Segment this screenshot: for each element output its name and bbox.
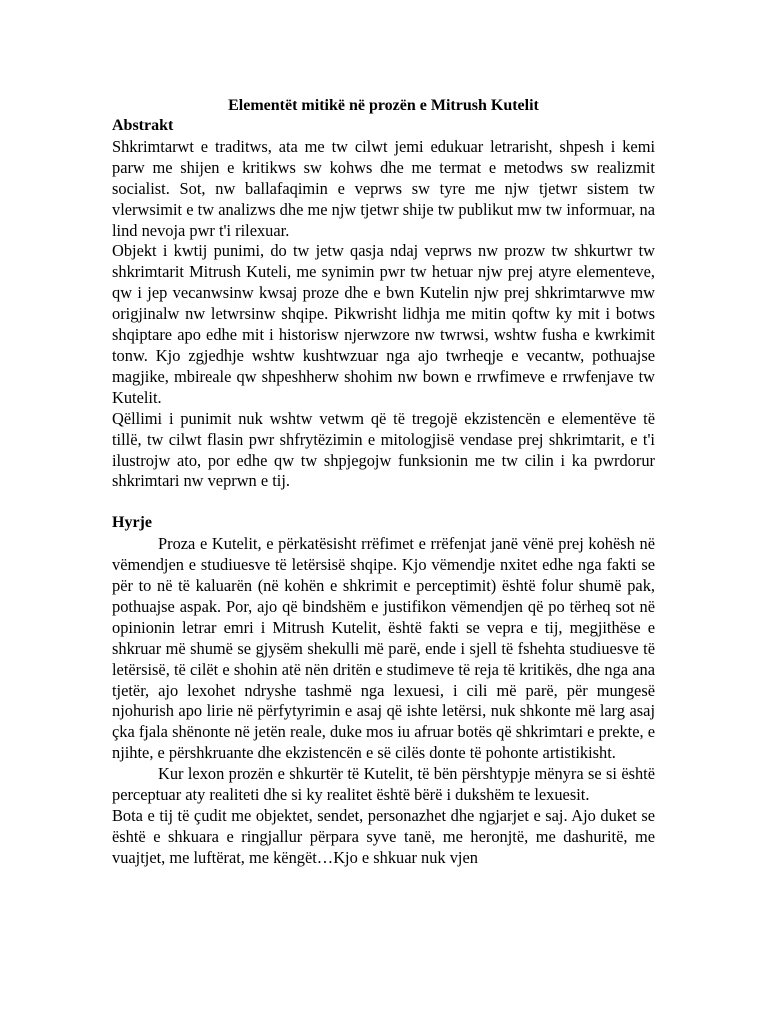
abstract-paragraph-3: Qëllimi i punimit nuk wshtw vetwm që të tregojë ekzistencën e elementëve të tillë, tw cilwt flasin pwr shfrytëzimin e mitologjisë vendase prej shkrimtarit, e t'i ilustrojw ato, por edhe qw tw shpjegojw funksionin me tw cilin i ka pwrdorur shkrimtari nw veprwn e tij. <box>112 408 655 491</box>
abstract-paragraph-2: Objekt i kwtij punimi, do tw jetw qasja ndaj veprws nw prozw tw shkurtwr tw shkrimtarit Mitrush Kuteli, me synimin pwr tw hetuar njw prej atyre elementeve, qw i jep vecanwsinw kwsaj proze dhe e bwn Kutelin njw prej shkrimtarwve mw origjinalw nw letwrsinw shqipe. Pikwrisht lidhja me mitin qoftw ky mit i botws shqiptare apo edhe mit i historisw njerwzore nw twrwsi, wshtw fusha e kwrkimit tonw. Kjo zgjedhje wshtw kushtwzuar nga ajo twrheqje e vecantw, pothuajse magjike, mbireale qw shpeshherw shohim nw bown e rrwfimeve e rrwfenjave tw Kutelit. <box>112 241 655 407</box>
intro-paragraph-3: Bota e tij të çudit me objektet, sendet, personazhet dhe ngjarjet e saj. Ajo duket se është e shkuara e ringjallur përpara syve tanë, me heronjtë, me dashuritë, me vuajtjet, me luftërat, me këngët…Kjo e shkuar nuk vjen <box>112 806 655 867</box>
document-body <box>112 96 655 869</box>
intro-heading: Hyrje <box>112 514 152 532</box>
document-title: Elementët mitikë në prozën e Mitrush Kutelit <box>228 97 539 114</box>
abstract-heading: Abstrakt <box>112 117 174 134</box>
intro-paragraph-1: Proza e Kutelit, e përkatësisht rrëfimet e rrëfenjat janë vënë prej kohësh në vëmendjen e studiuesve të letërsisë shqipe. Kjo vëmendje nxitet edhe nga fakti se për to në të kaluarën (në kohën e shkrimit e perceptimit) është folur shumë pak, pothuajse aspak. Por, ajo që bindshëm e justifikon vëmendjen që po tërheq sot në opinionin letrar emri i Mitrush Kutelit, është fakti se vepra e tij, megjithëse e shkruar më shumë se gjysëm shekulli më parë, ende i sjell të fshehta studiuesve të letërsisë, të cilët e shohin atë nën dritën e studimeve të reja të kritikës, dhe nga ana tjetër, ajo lexohet ndryshe tashmë nga lexuesi, i cili më parë, për mungesë njohurish apo lirie në përfytyrimin e asaj që ishte letërsi, nuk shkonte më larg asaj çka fjala shënonte në jetën reale, duke mos iu afruar botës që shkrimtari e prekte, e njihte, e përshkruante dhe ekzistencën e së cilës donte të pohonte artistikisht. <box>112 534 655 763</box>
abstract-paragraph-1: Shkrimtarwt e traditws, ata me tw cilwt jemi edukuar letrarisht, shpesh i kemi parw me shijen e kritikws sw kohws dhe me termat e metodws sw realizmit socialist. Sot, nw ballafaqimin e veprws sw tyre me njw tjetwr sistem tw vlerwsimit e tw analizws dhe me njw tjetwr shije tw publikut mw tw informuar, na lind nevoja pwr t'i rilexuar. <box>112 136 655 240</box>
section-spacer <box>112 492 655 513</box>
intro-paragraph-2: Kur lexon prozën e shkurtër të Kutelit, të bën përshtypje mënyra se si është perceptuar aty realiteti dhe si ky realitet është bërë i dukshëm te lexuesit. <box>112 764 655 805</box>
